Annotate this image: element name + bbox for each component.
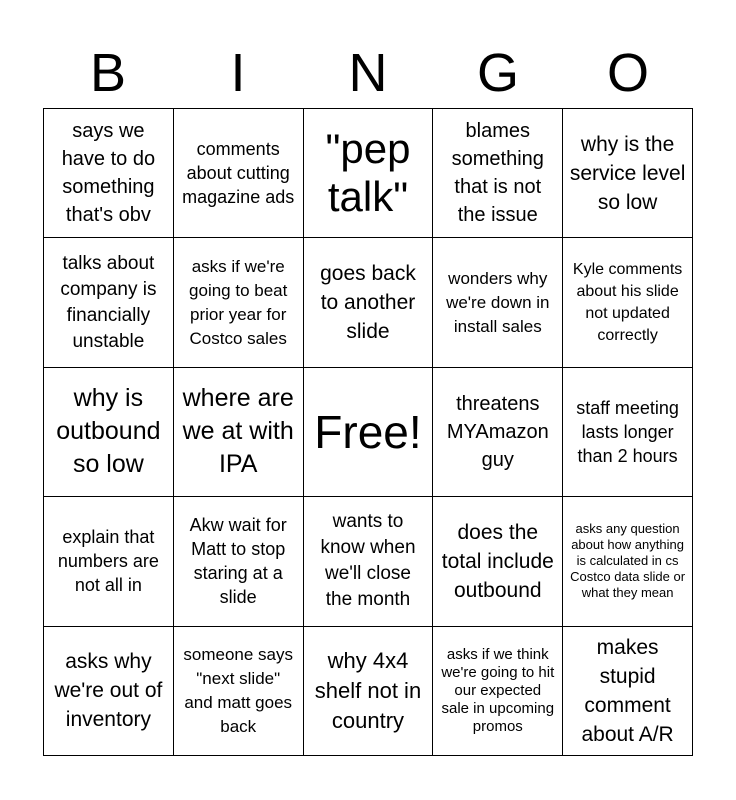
cell-text: says we have to do something that's obv	[61, 120, 156, 227]
bingo-cell[interactable]	[563, 497, 693, 626]
free-space-cell[interactable]	[304, 368, 434, 497]
cell-text: comments about cutting magazine ads	[182, 139, 295, 208]
bingo-cell[interactable]	[563, 109, 693, 238]
bingo-grid	[43, 108, 693, 756]
bingo-cell[interactable]	[44, 497, 174, 626]
header-letter-g: G	[476, 43, 519, 103]
bingo-cell[interactable]	[433, 368, 563, 497]
bingo-cell[interactable]	[563, 368, 693, 497]
free-space-text: Free!	[314, 405, 422, 458]
cell-text: wants to know when we'll close the month	[320, 511, 416, 611]
cell-text: asks if we're going to beat prior year for Costco sales	[189, 256, 288, 348]
bingo-header	[43, 40, 693, 106]
bingo-cell[interactable]	[174, 109, 304, 238]
cell-text: talks about company is financially unstable	[60, 252, 157, 352]
cell-text: staff meeting lasts longer than 2 hours	[576, 397, 679, 466]
header-letter-o: O	[606, 43, 649, 103]
bingo-cell[interactable]	[304, 109, 434, 238]
cell-text: asks why we're out of inventory	[54, 650, 163, 732]
bingo-cell[interactable]	[433, 497, 563, 626]
cell-text: goes back to another slide	[320, 262, 416, 344]
cell-text: wonders why we're down in install sales	[446, 268, 550, 336]
bingo-cell[interactable]	[433, 238, 563, 367]
bingo-cell[interactable]	[304, 238, 434, 367]
bingo-cell[interactable]	[44, 368, 174, 497]
cell-text: someone says "next slide" and matt goes back	[183, 644, 293, 736]
bingo-cell[interactable]	[433, 109, 563, 238]
cell-text: explain that numbers are not all in	[57, 527, 159, 596]
bingo-cell[interactable]	[44, 109, 174, 238]
cell-text: why is outbound so low	[56, 384, 161, 479]
cell-text: does the total include outbound	[441, 520, 554, 602]
cell-text: Kyle comments about his slide not updated correctly	[572, 260, 683, 344]
header-letter-b: B	[89, 43, 127, 103]
cell-text: why 4x4 shelf not in country	[314, 647, 422, 733]
cell-text: threatens MYAmazon guy	[446, 392, 549, 471]
bingo-cell[interactable]	[563, 627, 693, 756]
bingo-cell[interactable]	[44, 627, 174, 756]
bingo-cell[interactable]	[304, 497, 434, 626]
bingo-cell[interactable]	[174, 368, 304, 497]
bingo-cell[interactable]	[304, 627, 434, 756]
cell-text: asks any question about how anything is calculated in cs Costco data slide or what they mean	[570, 521, 686, 601]
bingo-cell[interactable]	[174, 238, 304, 367]
cell-text: asks if we think we're going to hit our expected sale in upcoming promos	[441, 645, 555, 735]
cell-text: where are we at with IPA	[182, 384, 294, 479]
bingo-cell[interactable]	[433, 627, 563, 756]
header-letter-n: N	[348, 43, 388, 103]
cell-text: "pep talk"	[325, 125, 411, 221]
cell-text: makes stupid comment about A/R	[581, 635, 674, 746]
bingo-cell[interactable]	[174, 497, 304, 626]
cell-text: Akw wait for Matt to stop staring at a slide	[189, 515, 287, 608]
bingo-cell[interactable]	[44, 238, 174, 367]
bingo-cell[interactable]	[174, 627, 304, 756]
cell-text: why is the service level so low	[569, 132, 686, 214]
header-letter-i: I	[230, 43, 246, 103]
bingo-cell[interactable]	[563, 238, 693, 367]
cell-text: blames something that is not the issue	[451, 120, 544, 227]
